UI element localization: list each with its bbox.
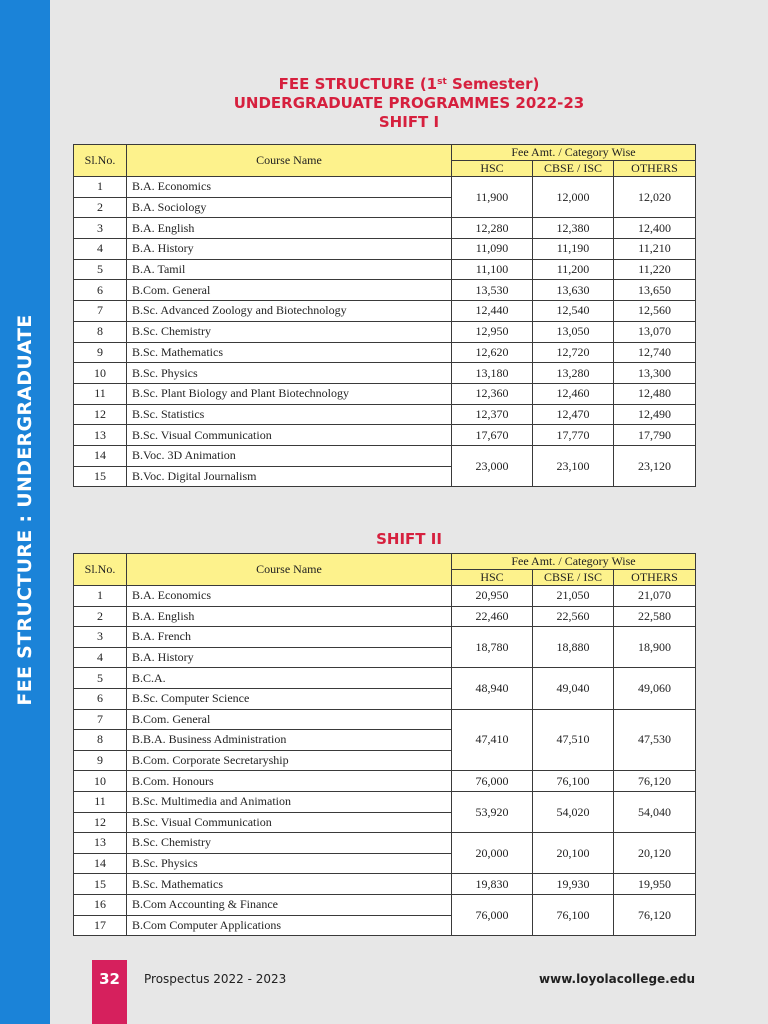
fee-others: 13,070 [614,321,696,342]
fee-others: 12,740 [614,342,696,363]
serial-number: 14 [74,853,127,874]
fee-hsc: 12,440 [452,301,533,322]
course-name: B.A. Economics [127,177,452,198]
table-row [74,709,696,730]
fee-cbse: 23,100 [533,445,614,486]
serial-number: 1 [74,586,127,607]
course-name: B.A. Economics [127,586,452,607]
course-name: B.Voc. 3D Animation [127,445,452,466]
table-row [74,445,696,466]
heading-line-1 [50,75,768,94]
fee-hsc: 76,000 [452,894,533,935]
course-name: B.C.A. [127,668,452,689]
serial-number: 7 [74,709,127,730]
course-name: B.Sc. Mathematics [127,342,452,363]
serial-number: 15 [74,874,127,895]
course-name: B.A. Tamil [127,259,452,280]
table-row [74,363,696,384]
footer-website: www.loyolacollege.edu [539,972,695,986]
fee-cbse: 49,040 [533,668,614,709]
serial-number: 10 [74,771,127,792]
table-row [74,321,696,342]
fee-cbse: 13,050 [533,321,614,342]
fee-hsc: 48,940 [452,668,533,709]
fee-cbse: 18,880 [533,627,614,668]
fee-cbse: 47,510 [533,709,614,771]
fee-cbse: 12,380 [533,218,614,239]
fee-cbse: 12,000 [533,177,614,218]
serial-number: 3 [74,218,127,239]
table-row [74,342,696,363]
serial-number: 4 [74,647,127,668]
fee-cbse: 17,770 [533,425,614,446]
serial-number: 2 [74,606,127,627]
course-name: B.Sc. Statistics [127,404,452,425]
serial-number: 9 [74,750,127,771]
table-row [74,177,696,198]
fee-others: 23,120 [614,445,696,486]
fee-others: 12,400 [614,218,696,239]
table-row [74,627,696,648]
fee-others: 13,300 [614,363,696,384]
fee-cbse: 12,470 [533,404,614,425]
heading-line-1-suffix: Semester) [446,75,540,93]
fee-others: 19,950 [614,874,696,895]
fee-others: 12,560 [614,301,696,322]
fee-hsc: 12,950 [452,321,533,342]
serial-number: 5 [74,259,127,280]
col-header-hsc: HSC [452,570,533,586]
fee-hsc: 13,180 [452,363,533,384]
course-name: B.A. French [127,627,452,648]
fee-hsc: 76,000 [452,771,533,792]
course-name: B.Com. General [127,709,452,730]
course-name: B.Sc. Chemistry [127,833,452,854]
fee-cbse: 13,630 [533,280,614,301]
footer-prospectus: Prospectus 2022 - 2023 [144,972,287,986]
fee-cbse: 22,560 [533,606,614,627]
course-name: B.A. History [127,239,452,260]
col-header-hsc: HSC [452,161,533,177]
serial-number: 2 [74,197,127,218]
fee-hsc: 12,360 [452,383,533,404]
fee-others: 12,490 [614,404,696,425]
shift1-title: SHIFT I [378,113,440,131]
serial-number: 6 [74,688,127,709]
fee-others: 12,480 [614,383,696,404]
course-name: B.A. History [127,647,452,668]
col-header-others: OTHERS [614,570,696,586]
serial-number: 10 [74,363,127,384]
fee-cbse: 20,100 [533,833,614,874]
table-row [74,280,696,301]
fee-cbse: 12,460 [533,383,614,404]
course-name: B.Sc. Advanced Zoology and Biotechnology [127,301,452,322]
heading-line-2: UNDERGRADUATE PROGRAMMES 2022-23 [233,94,585,112]
serial-number: 16 [74,894,127,915]
table-row [74,668,696,689]
fee-others: 11,220 [614,259,696,280]
fee-hsc: 18,780 [452,627,533,668]
col-header-course: Course Name [127,554,452,586]
course-name: B.B.A. Business Administration [127,730,452,751]
fee-others: 76,120 [614,771,696,792]
serial-number: 17 [74,915,127,936]
fee-others: 47,530 [614,709,696,771]
serial-number: 13 [74,425,127,446]
serial-number: 5 [74,668,127,689]
page-number: 32 [99,970,120,988]
fee-hsc: 12,370 [452,404,533,425]
course-name: B.A. Sociology [127,197,452,218]
course-name: B.Sc. Visual Communication [127,425,452,446]
table-row [74,791,696,812]
course-name: B.Com. Honours [127,771,452,792]
fee-hsc: 47,410 [452,709,533,771]
fee-cbse: 13,280 [533,363,614,384]
col-header-slno: Sl.No. [74,145,127,177]
serial-number: 13 [74,833,127,854]
serial-number: 11 [74,383,127,404]
course-name: B.Sc. Chemistry [127,321,452,342]
col-header-course: Course Name [127,145,452,177]
fee-hsc: 20,950 [452,586,533,607]
col-header-fee-group: Fee Amt. / Category Wise [452,554,696,570]
table-row [74,833,696,854]
col-header-cbse: CBSE / ISC [533,161,614,177]
fee-cbse: 11,200 [533,259,614,280]
col-header-fee-group: Fee Amt. / Category Wise [452,145,696,161]
serial-number: 11 [74,791,127,812]
fee-others: 49,060 [614,668,696,709]
fee-others: 54,040 [614,791,696,832]
fee-others: 76,120 [614,894,696,935]
serial-number: 3 [74,627,127,648]
fee-cbse: 19,930 [533,874,614,895]
fee-others: 13,650 [614,280,696,301]
fee-cbse: 76,100 [533,894,614,935]
fee-cbse: 11,190 [533,239,614,260]
table-row [74,425,696,446]
serial-number: 14 [74,445,127,466]
course-name: B.Sc. Mathematics [127,874,452,895]
course-name: B.Com Computer Applications [127,915,452,936]
fee-others: 12,020 [614,177,696,218]
heading-line-1-prefix: FEE STRUCTURE (1 [278,75,438,93]
course-name: B.Voc. Digital Journalism [127,466,452,487]
col-header-slno: Sl.No. [74,554,127,586]
fee-hsc: 19,830 [452,874,533,895]
course-name: B.Sc. Plant Biology and Plant Biotechnology [127,383,452,404]
fee-others: 20,120 [614,833,696,874]
fee-hsc: 11,090 [452,239,533,260]
table-row [74,301,696,322]
table-row [74,404,696,425]
table-row [74,239,696,260]
table-row [74,218,696,239]
shift1-fee-table [73,144,696,487]
fee-cbse: 21,050 [533,586,614,607]
table-row [74,606,696,627]
course-name: B.Com. Corporate Secretaryship [127,750,452,771]
course-name: B.Com Accounting & Finance [127,894,452,915]
fee-hsc: 13,530 [452,280,533,301]
fee-cbse: 54,020 [533,791,614,832]
heading-superscript: st [437,77,447,87]
table-row [74,874,696,895]
fee-hsc: 22,460 [452,606,533,627]
course-name: B.Sc. Visual Communication [127,812,452,833]
fee-others: 18,900 [614,627,696,668]
fee-hsc: 53,920 [452,791,533,832]
course-name: B.Sc. Physics [127,363,452,384]
table-row [74,383,696,404]
fee-cbse: 12,540 [533,301,614,322]
table-row [74,586,696,607]
table-row [74,259,696,280]
serial-number: 1 [74,177,127,198]
course-name: B.A. English [127,606,452,627]
serial-number: 12 [74,404,127,425]
serial-number: 8 [74,730,127,751]
serial-number: 4 [74,239,127,260]
course-name: B.Sc. Computer Science [127,688,452,709]
fee-hsc: 12,280 [452,218,533,239]
fee-hsc: 11,100 [452,259,533,280]
col-header-cbse: CBSE / ISC [533,570,614,586]
table-row [74,894,696,915]
fee-hsc: 12,620 [452,342,533,363]
shift2-fee-table [73,553,696,936]
shift2-title: SHIFT II [376,530,442,548]
course-name: B.Com. General [127,280,452,301]
serial-number: 15 [74,466,127,487]
col-header-others: OTHERS [614,161,696,177]
serial-number: 7 [74,301,127,322]
fee-hsc: 17,670 [452,425,533,446]
fee-cbse: 76,100 [533,771,614,792]
fee-others: 17,790 [614,425,696,446]
serial-number: 6 [74,280,127,301]
course-name: B.Sc. Multimedia and Animation [127,791,452,812]
fee-others: 21,070 [614,586,696,607]
fee-others: 22,580 [614,606,696,627]
fee-hsc: 11,900 [452,177,533,218]
fee-cbse: 12,720 [533,342,614,363]
serial-number: 8 [74,321,127,342]
serial-number: 9 [74,342,127,363]
fee-hsc: 23,000 [452,445,533,486]
table-row [74,771,696,792]
course-name: B.A. English [127,218,452,239]
course-name: B.Sc. Physics [127,853,452,874]
sidebar-title: FEE STRUCTURE : UNDERGRADUATE [14,314,36,706]
fee-others: 11,210 [614,239,696,260]
fee-hsc: 20,000 [452,833,533,874]
serial-number: 12 [74,812,127,833]
